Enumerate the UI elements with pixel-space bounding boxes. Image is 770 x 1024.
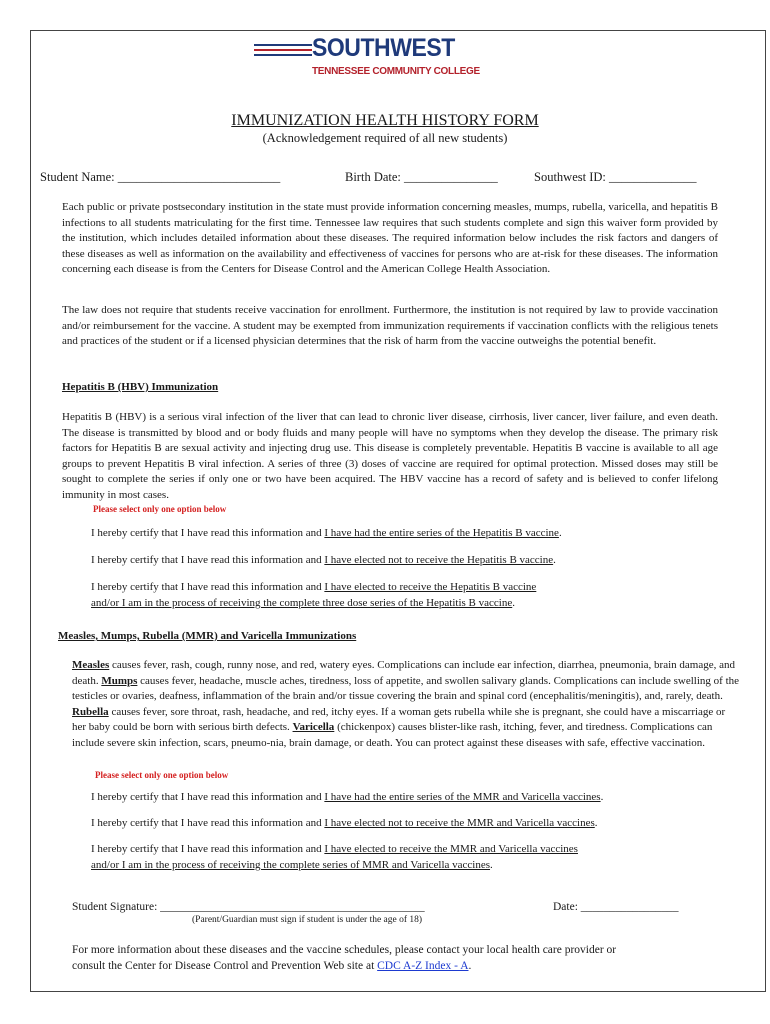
signature-date-field[interactable]: Date: _________________ [553, 901, 679, 913]
hepb-description: Hepatitis B (HBV) is a serious viral infection of the liver that can lead to chronic liver disease, cirrhosis, liver cancer, liver failure, and even death. The disease is transmitted by blood and or body fluids and many people will have no symptoms when they develop the disease. The primary risk factors for Hepatitis B are sexual activity and injecting drug use. This disease is completely preventable. Hepatitis B vaccine is available to all age groups to prevent Hepatitis B viral infection. A series of three (3) doses of vaccine are required for optimal protection. Missed doses may still be sought to complete the series if only one or two have been acquired. The HBV vaccine has a record of safety and is believed to confer lifelong immunity in most cases. [62, 411, 718, 501]
logo-stripe [254, 49, 312, 51]
logo-wordmark: SOUTHWEST [312, 34, 455, 62]
mmr-description: Measles causes fever, rash, cough, runny nose, and red, watery eyes. Complications can include ear infection, diarrhea, pneumonia, brain damage, and death. Mumps causes fever, headache, muscle aches, tiredness, loss of appetite, and swollen salivary glands. Complications can include swelling of the testicles or ovaries, deafness, inflammation of the brain and/or tissue covering the brain and spinal cord (encephalitis/meningitis), and, rarely, death. Rubella causes fever, sore throat, rash, headache, and red, itchy eyes. If a woman gets rubella while she is pregnant, she could have a miscarriage or her baby could be born with serious birth defects. Varicella (chickenpox) causes blister-like rash, itching, fever, and tiredness. Complications can include severe skin infection, scars, pneumo-nia, brain damage, or death. You can protect against these diseases with safe, effective vaccination. [72, 659, 740, 749]
footer-text-line2: consult the Center for Disease Control and Prevention Web site at CDC A-Z Index - A. [72, 960, 472, 972]
mmr-option-will-receive[interactable]: I hereby certify that I have read this information and I have elected to receive the MMR and Varicella vaccines and/or I am in the process of receiving the complete series of MMR and Varicella vaccines. [91, 843, 578, 871]
cdc-index-link[interactable]: CDC A-Z Index - A [377, 960, 469, 972]
southwest-id-field[interactable]: Southwest ID: ______________ [534, 170, 697, 184]
mmr-option-not-receive[interactable]: I hereby certify that I have read this information and I have elected not to receive the MMR and Varicella vaccines. [91, 817, 598, 829]
hepb-warning: Please select only one option below [93, 504, 227, 514]
logo-stripe [254, 44, 312, 46]
intro-paragraph: Each public or private postsecondary institution in the state must provide information concerning measles, mumps, rubella, varicella, and hepatitis B infections to all students matriculating for the first time. Tennessee law requires that such students complete and sign this waiver form provided by the institution, which includes detailed information about these diseases. The required information below includes the risk factors and dangers of these diseases as well as information on the availability and effectiveness of vaccines for persons who are at-risk for these diseases. The information concerning each disease is from the Centers for Disease Control and the American College Health Association. [62, 201, 718, 276]
college-logo [250, 34, 480, 92]
mmr-warning: Please select only one option below [95, 770, 229, 780]
logo-subtitle: TENNESSEE COMMUNITY COLLEGE [312, 66, 480, 77]
guardian-note: (Parent/Guardian must sign if student is under the age of 18) [192, 915, 423, 925]
logo-stripe [254, 54, 312, 56]
mmr-option-had-series[interactable]: I hereby certify that I have read this information and I have had the entire series of the MMR and Varicella vaccines. [91, 791, 604, 803]
birth-date-field[interactable]: Birth Date: _______________ [345, 170, 498, 184]
form-subtitle: (Acknowledgement required of all new students) [262, 131, 508, 145]
hepb-heading: Hepatitis B (HBV) Immunization [62, 381, 219, 393]
measles-label: Measles [72, 659, 110, 671]
form-title: IMMUNIZATION HEALTH HISTORY FORM [231, 112, 539, 129]
footer-text-line1: For more information about these diseases and the vaccine schedules, please contact your local health care provider or [72, 944, 617, 956]
varicella-label: Varicella [292, 721, 335, 734]
exemption-paragraph: The law does not require that students receive vaccination for enrollment. Furthermore, the institution is not required by law to provide vaccination and/or reimbursement for the vaccine. A student may be exempted from immunization requirements if vaccination conflicts with the religious tenets and practices of the student or if a licensed physician determines that the risk of harm from the vaccine outweighs the potential benefit. [62, 304, 718, 348]
student-signature-field[interactable]: Student Signature: ______________________________________________ [72, 901, 425, 913]
student-name-field[interactable]: Student Name: __________________________ [40, 170, 281, 184]
rubella-label: Rubella [72, 705, 109, 718]
mumps-label: Mumps [101, 674, 138, 687]
hepb-option-not-receive[interactable]: I hereby certify that I have read this information and I have elected not to receive the Hepatitis B vaccine. [91, 554, 556, 566]
hepb-option-will-receive[interactable]: I hereby certify that I have read this information and I have elected to receive the Hepatitis B vaccine and/or I am in the process of receiving the complete three dose series of the Hepatitis B vaccine. [91, 581, 537, 609]
mmr-heading: Measles, Mumps, Rubella (MMR) and Varicella Immunizations [58, 630, 357, 642]
hepb-option-had-series[interactable]: I hereby certify that I have read this information and I have had the entire series of the Hepatitis B vaccine. [91, 527, 562, 539]
